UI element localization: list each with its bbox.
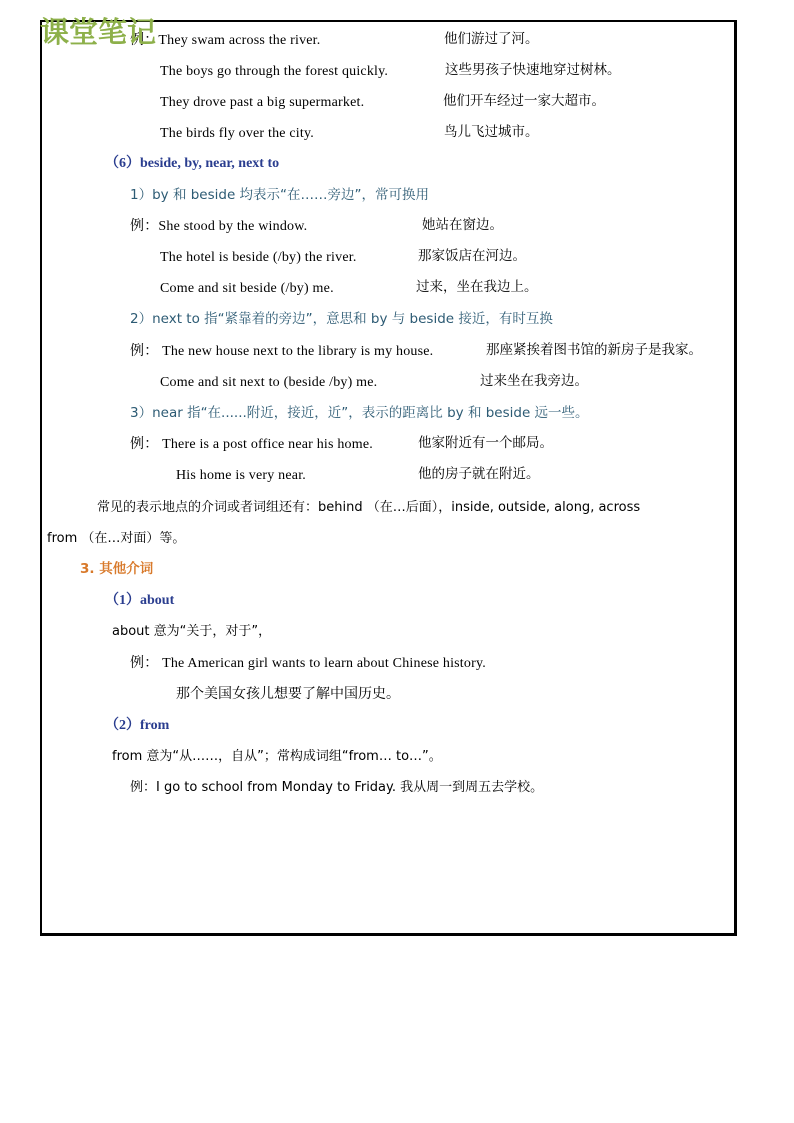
- ex3-line-2-zh: 他的房子就在附近。: [418, 466, 540, 482]
- section-3-title: 3. 其他介词: [80, 561, 154, 577]
- ex1-line-1-en: 例：She stood by the window.: [130, 219, 308, 234]
- ex1-line-2-en: The hotel is beside (/by) the river.: [160, 250, 357, 265]
- example-line-2-zh: 这些男孩子快速地穿过树林。: [445, 62, 621, 78]
- example-line-4-zh: 鸟儿飞过城市。: [444, 124, 539, 140]
- ex2-line-1-zh: 那座紧挨着图书馆的新房子是我家。: [486, 342, 702, 358]
- example-line-4-en: The birds fly over the city.: [160, 126, 314, 141]
- section-6-sub3: 3）near 指“在......附近，接近，近”，表示的距离比 by 和 beside 远一些。: [130, 405, 589, 421]
- section-6-sub2: 2）next to 指“紧靠着的旁边”，意思和 by 与 beside 接近，有时互换: [130, 311, 553, 327]
- ex1-line-3-en: Come and sit beside (/by) me.: [160, 281, 334, 296]
- example-line-1-zh: 他们游过了河。: [444, 31, 539, 47]
- example-line-3-en: They drove past a big supermarket.: [160, 95, 365, 110]
- section-6-sub1: 1）by 和 beside 均表示“在……旁边”，常可换用: [130, 187, 430, 203]
- ex3-line-2-en: His home is very near.: [176, 468, 306, 483]
- ex1-line-3-zh: 过来，坐在我边上。: [416, 279, 538, 295]
- example-line-3-zh: 他们开车经过一家大超市。: [443, 93, 605, 109]
- ex2-line-2-zh: 过来坐在我旁边。: [480, 373, 588, 389]
- about-title: （1）about: [105, 593, 175, 608]
- common-line-2: from （在…对面）等。: [47, 531, 186, 546]
- from-meaning: from 意为“从……，自从”；常构成词组“from… to…”。: [112, 749, 442, 764]
- about-example-en: 例： The American girl wants to learn about Chinese history.: [130, 656, 486, 671]
- ex3-line-1-zh: 他家附近有一个邮局。: [418, 435, 553, 451]
- about-example-zh: 那个美国女孩儿想要了解中国历史。: [176, 686, 400, 702]
- ex1-line-1-zh: 她站在窗边。: [422, 217, 503, 233]
- from-example: 例：I go to school from Monday to Friday. 我从周一到周五去学校。: [130, 780, 544, 795]
- header-logo: 课堂笔记: [40, 15, 157, 49]
- example-line-1-en: 例：They swam across the river.: [130, 33, 321, 48]
- about-meaning: about 意为“关于，对于”，: [112, 624, 272, 639]
- ex3-line-1-en: 例： There is a post office near his home.: [130, 437, 373, 452]
- ex2-line-1-en: 例： The new house next to the library is my house.: [130, 344, 434, 359]
- ex1-line-2-zh: 那家饭店在河边。: [418, 248, 526, 264]
- example-line-2-en: The boys go through the forest quickly.: [160, 64, 389, 79]
- from-title: （2）from: [105, 718, 170, 733]
- ex2-line-2-en: Come and sit next to (beside /by) me.: [160, 375, 378, 390]
- section-6-title: （6）beside, by, near, next to: [105, 156, 280, 171]
- common-line-1: 常见的表示地点的介词或者词组还有：behind （在…后面），inside, outside, along, across: [97, 500, 641, 515]
